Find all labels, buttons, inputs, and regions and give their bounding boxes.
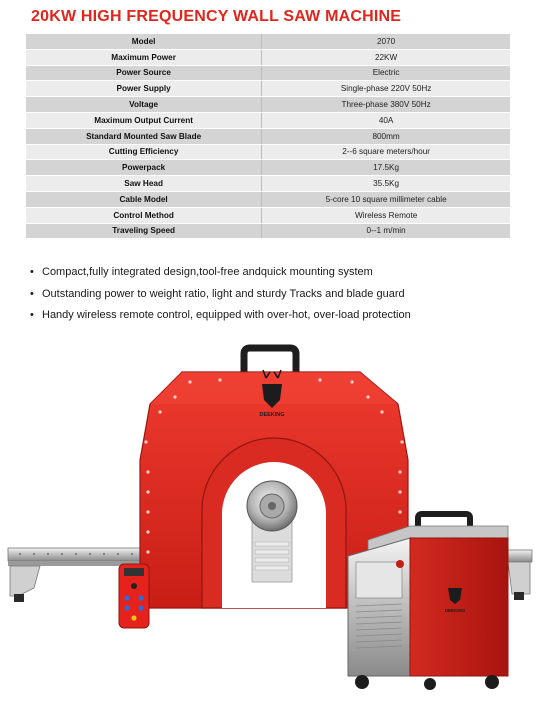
spec-value: Three-phase 380V 50Hz: [262, 97, 510, 113]
bullet-icon: •: [30, 309, 34, 321]
spec-row: [26, 49, 510, 65]
spec-row: [26, 65, 510, 81]
spec-key: Traveling Speed: [26, 223, 262, 239]
feature-text: Handy wireless remote control, equipped with over-hot, over-load protection: [42, 309, 411, 321]
spec-key: Powerpack: [26, 160, 262, 176]
spec-key: Model: [26, 34, 262, 49]
spec-value: 0--1 m/min: [262, 223, 510, 239]
spec-row: [26, 128, 510, 144]
spec-value: 22KW: [262, 49, 510, 65]
spec-key: Voltage: [26, 97, 262, 113]
spec-value: 2070: [262, 34, 510, 49]
spec-value: 2--6 square meters/hour: [262, 144, 510, 160]
feature-item: [30, 264, 411, 286]
spec-key: Power Supply: [26, 81, 262, 97]
spec-row: [26, 207, 510, 223]
feature-list: [30, 264, 411, 329]
bullet-icon: •: [30, 287, 34, 300]
spec-value: 17.5Kg: [262, 160, 510, 176]
spec-key: Maximum Power: [26, 49, 262, 65]
spec-key: Cable Model: [26, 191, 262, 207]
spec-value: 35.5Kg: [262, 176, 510, 192]
spec-row: [26, 81, 510, 97]
spec-key: Maximum Output Current: [26, 112, 262, 128]
spec-value: Electric: [262, 65, 510, 81]
spec-table: [26, 34, 510, 239]
product-photo: [0, 342, 540, 706]
spec-row: [26, 144, 510, 160]
spec-row: [26, 223, 510, 239]
spec-row: [26, 160, 510, 176]
spec-row: [26, 97, 510, 113]
power-pack: [348, 514, 508, 690]
wireless-remote: [119, 564, 149, 628]
spec-key: Power Source: [26, 65, 262, 81]
spec-row: [26, 176, 510, 192]
spec-key: Saw Head: [26, 176, 262, 192]
spec-value: 800mm: [262, 128, 510, 144]
feature-item: [30, 286, 411, 308]
bullet-icon: •: [30, 266, 34, 278]
spec-value: Single-phase 220V 50Hz: [262, 81, 510, 97]
spec-value: Wireless Remote: [262, 207, 510, 223]
feature-text: Compact,fully integrated design,tool-free andquick mounting system: [42, 266, 373, 278]
spec-row: [26, 34, 510, 49]
spec-value: 40A: [262, 112, 510, 128]
feature-text: Outstanding power to weight ratio, light and sturdy Tracks and blade guard: [42, 287, 405, 300]
feature-item: [30, 307, 411, 329]
page-title: 20KW HIGH FREQUENCY WALL SAW MACHINE: [31, 8, 402, 25]
brand-text: DEEKING: [444, 608, 466, 613]
spec-row: [26, 112, 510, 128]
spec-key: Standard Mounted Saw Blade: [26, 128, 262, 144]
brand-text: DEEKING: [259, 412, 285, 418]
spec-row: [26, 191, 510, 207]
spec-key: Control Method: [26, 207, 262, 223]
spec-key: Cutting Efficiency: [26, 144, 262, 160]
spec-value: 5-core 10 square millimeter cable: [262, 191, 510, 207]
